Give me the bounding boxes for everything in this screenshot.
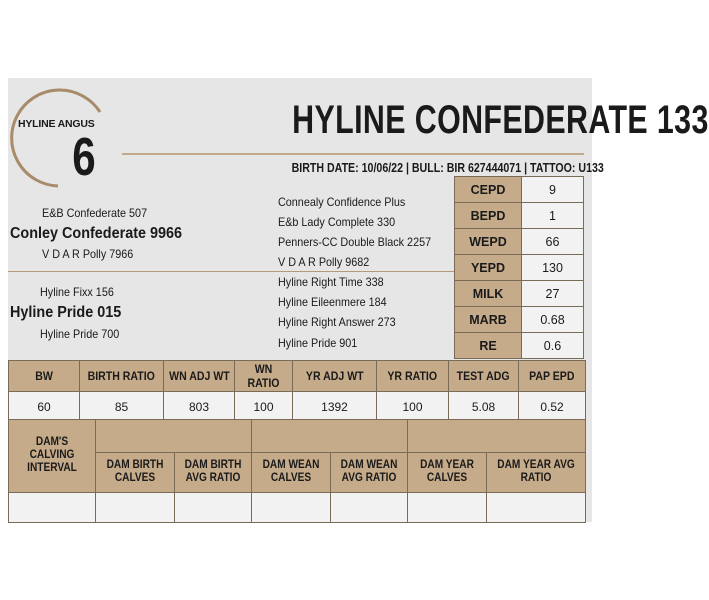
pedigree-dam: Hyline Pride 015: [10, 304, 122, 321]
dam-group-header: [408, 420, 586, 453]
pedigree-right-item: Penners-CC Double Black 2257: [278, 235, 432, 249]
title-divider: [122, 153, 584, 155]
epd-label: MILK: [455, 281, 522, 307]
epd-value: 66: [522, 229, 584, 255]
dam-subheader-row: [9, 452, 586, 492]
performance-header: PAP EPD: [519, 361, 586, 392]
epd-value: 0.6: [522, 333, 584, 359]
pedigree-right-item: Hyline Eileenmere 184: [278, 295, 387, 309]
pedigree-right-item: Hyline Right Answer 273: [278, 315, 396, 329]
pedigree-right-item: E&b Lady Complete 330: [278, 215, 396, 229]
dam-header: DAM BIRTH AVG RATIO: [175, 452, 252, 492]
epd-label: MARB: [455, 307, 522, 333]
dam-header: DAM BIRTH CALVES: [96, 452, 175, 492]
birth-info: BIRTH DATE: 10/06/22 | BULL: BIR 627444071 | TATTOO: U133: [291, 161, 604, 175]
epd-table: [454, 176, 584, 359]
dam-group-header: [96, 420, 252, 453]
performance-header: WN ADJ WT: [164, 361, 235, 392]
performance-value: 100: [377, 392, 449, 422]
performance-header: YR RATIO: [377, 361, 449, 392]
performance-value: 100: [235, 392, 293, 422]
performance-value: 60: [9, 392, 80, 422]
performance-header: WN RATIO: [235, 361, 293, 392]
performance-header: YR ADJ WT: [293, 361, 377, 392]
brand-label: HYLINE ANGUS: [18, 118, 95, 130]
epd-row: [455, 333, 584, 359]
pedigree-sire-sire: E&B Confederate 507: [42, 206, 148, 220]
lot-number: 6: [72, 127, 96, 187]
epd-row: [455, 203, 584, 229]
performance-header: TEST ADG: [449, 361, 519, 392]
dam-header: DAM WEAN AVG RATIO: [331, 452, 408, 492]
epd-row: [455, 281, 584, 307]
epd-row: [455, 307, 584, 333]
pedigree-sire-dam: V D A R Polly 7966: [42, 247, 134, 261]
pedigree-sire: Conley Confederate 9966: [10, 225, 183, 242]
dam-value: [408, 493, 487, 523]
dam-value-row: [9, 493, 586, 523]
dam-header: DAM WEAN CALVES: [252, 452, 331, 492]
performance-header: BIRTH RATIO: [80, 361, 164, 392]
performance-header-row: [9, 361, 586, 392]
performance-header: BW: [9, 361, 80, 392]
dam-calving-interval-header: DAM'S CALVING INTERVAL: [9, 420, 96, 493]
epd-row: [455, 229, 584, 255]
pedigree-right-item: V D A R Polly 9682: [278, 255, 370, 269]
pedigree-right-item: Connealy Confidence Plus: [278, 195, 406, 209]
dam-value: [96, 493, 175, 523]
epd-row: [455, 177, 584, 203]
animal-name: HYLINE CONFEDERATE 133: [292, 98, 709, 142]
dam-value: [487, 493, 586, 523]
performance-table: [8, 360, 586, 422]
pedigree-divider: [8, 271, 454, 272]
epd-value: 1: [522, 203, 584, 229]
epd-label: RE: [455, 333, 522, 359]
epd-row: [455, 255, 584, 281]
epd-value: 9: [522, 177, 584, 203]
dam-value: [252, 493, 331, 523]
epd-label: WEPD: [455, 229, 522, 255]
dam-header-row: [9, 420, 586, 453]
dam-table: [8, 419, 586, 523]
dam-value: [175, 493, 252, 523]
performance-value: 803: [164, 392, 235, 422]
dam-header: DAM YEAR CALVES: [408, 452, 487, 492]
dam-value: [331, 493, 408, 523]
epd-value: 0.68: [522, 307, 584, 333]
dam-header: DAM YEAR AVG RATIO: [487, 452, 586, 492]
lot-arc-decoration: [0, 82, 120, 192]
performance-value-row: [9, 392, 586, 422]
performance-value: 0.52: [519, 392, 586, 422]
epd-label: YEPD: [455, 255, 522, 281]
dam-value: [9, 493, 96, 523]
performance-value: 1392: [293, 392, 377, 422]
performance-value: 85: [80, 392, 164, 422]
pedigree-dam-sire: Hyline Fixx 156: [40, 285, 114, 299]
pedigree-right-item: Hyline Pride 901: [278, 336, 358, 350]
epd-label: CEPD: [455, 177, 522, 203]
dam-group-header: [252, 420, 408, 453]
pedigree-right-item: Hyline Right Time 338: [278, 275, 384, 289]
pedigree-dam-dam: Hyline Pride 700: [40, 327, 120, 341]
performance-value: 5.08: [449, 392, 519, 422]
epd-value: 27: [522, 281, 584, 307]
epd-value: 130: [522, 255, 584, 281]
epd-label: BEPD: [455, 203, 522, 229]
